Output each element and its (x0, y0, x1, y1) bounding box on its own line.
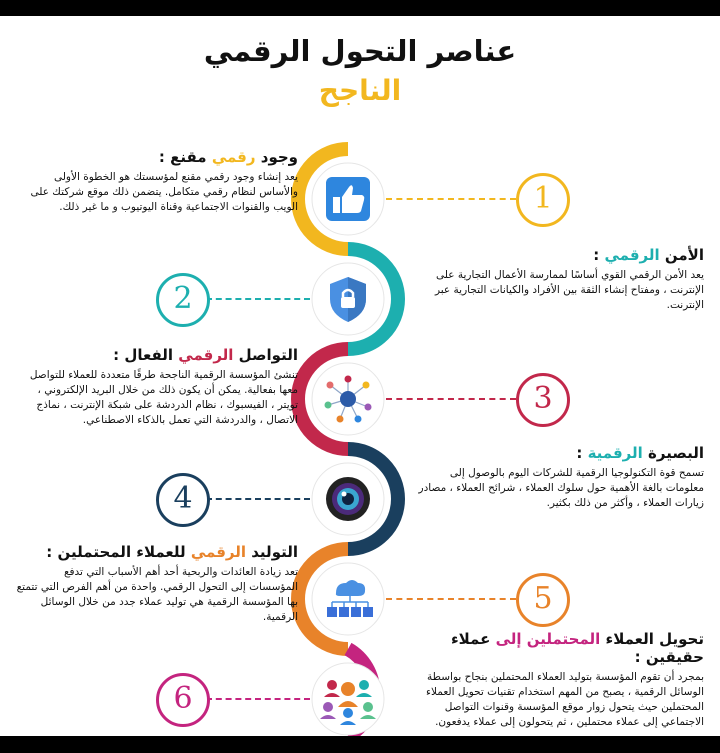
section-6-heading: تحويل العملاء المحتملين إلى عملاء حقيقين : (450, 630, 704, 666)
section-3-body: تنشئ المؤسسة الرقمية الناجحة طرقًا متعددة للعملاء للتواصل معها بفعالية. يمكن أن يكون ذلك من خلال البريد الإلكتروني ، تويتر ، الفيسبوك ، نظام الدردشة على شبكة الإنترنت ، نماذج الاتصال ، والدردشة التي تعمل بالذكاء الاصطناعي. (29, 369, 298, 426)
section-4 (414, 444, 704, 511)
section-1-heading: وجود رقمي مقنع : (158, 148, 298, 166)
network-icon (318, 369, 378, 429)
connector-4 (206, 498, 310, 500)
section-4-body: تسمح قوة التكنولوجيا الرقمية للشركات اليوم بالوصول إلى معلومات بالغة الأهمية حول سلوك العملاء ، شرائح العملاء ، مصادر زيارات العملاء ، وأكثر من ذلك بكثير. (418, 467, 704, 509)
connector-6 (206, 698, 310, 700)
thumbs-up-icon (318, 169, 378, 229)
infographic-page (0, 16, 720, 736)
section-6-body: بمجرد أن تقوم المؤسسة بتوليد العملاء المحتملين بنجاح بواسطة الوسائل الرقمية ، يصبح من المهم استخدام تقنيات تحويل العملاء المحتملين حيث يتحول زوار موقع المؤسسة وقنوات التواصل الاجتماعي إلى عملاء محتملين ، ثم يتحولون إلى عملاء يدفعون. (426, 671, 704, 728)
camera-lens-icon (318, 469, 378, 529)
section-4-heading: البصيرة الرقمية : (576, 444, 704, 462)
step-number-3: 3 (516, 373, 570, 427)
step-number-4: 4 (156, 473, 210, 527)
step-number-1: 1 (516, 173, 570, 227)
section-5-body: تعد زيادة العائدات والربحية أحد أهم الأسباب التي تدفع المؤسسات إلى التحول الرقمي. واحدة من أهم الفرص التي تتمتع بها المؤسسة الرقمية هي توليد عملاء جدد من خلال الوسائل الرقمية. (16, 566, 298, 623)
people-group-icon (316, 667, 380, 731)
section-3 (16, 346, 298, 428)
connector-1 (386, 198, 516, 200)
section-2 (414, 246, 704, 313)
shield-lock-icon (318, 269, 378, 329)
page-subtitle: الناجح (318, 74, 402, 107)
section-1 (16, 148, 298, 215)
section-5 (16, 543, 298, 625)
step-number-2: 2 (156, 273, 210, 327)
section-6 (404, 630, 704, 730)
page-title: عناصر التحول الرقمي (203, 34, 517, 68)
section-2-heading: الأمن الرقمي : (593, 246, 704, 264)
cloud-network-icon (318, 569, 378, 629)
section-2-body: يعد الأمن الرقمي القوي أساسًا لممارسة الأعمال التجارية على الإنترنت ، ومفتاح إنشاء الثقة بين الأفراد والكيانات التجارية عبر الإنترنت. (434, 269, 704, 311)
section-3-heading: التواصل الرقمي الفعال : (113, 346, 298, 364)
connector-2 (206, 298, 310, 300)
step-number-6: 6 (156, 673, 210, 727)
section-5-heading: التوليد الرقمي للعملاء المحتملين : (46, 543, 298, 561)
section-1-body: يعد إنشاء وجود رقمي مقنع لمؤسستك هو الخطوة الأولى والأساس لنظام رقمي متكامل. يتضمن ذلك موقع شركتك على الويب والقنوات الاجتماعية وقناة اليوتيوب و ما غير ذلك. (30, 171, 298, 213)
connector-5 (386, 598, 516, 600)
connector-3 (386, 398, 516, 400)
step-number-5: 5 (516, 573, 570, 627)
